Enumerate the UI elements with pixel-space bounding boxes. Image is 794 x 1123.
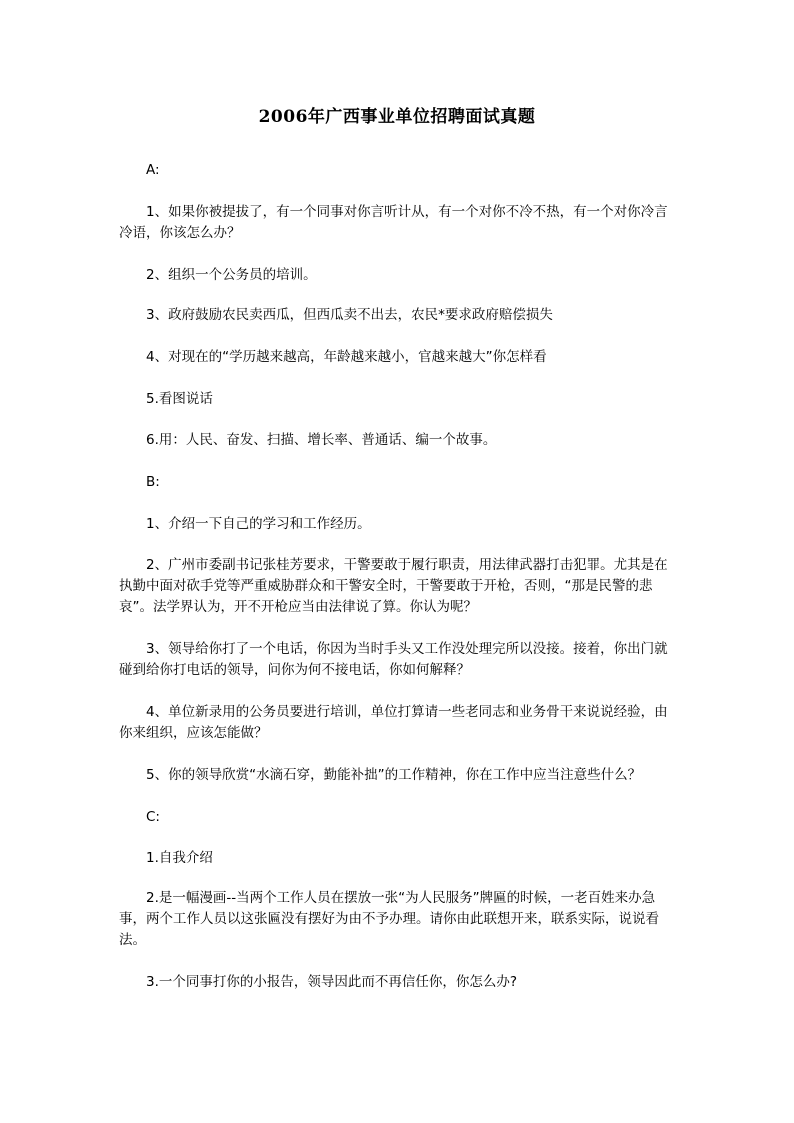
question-b1: 1、介绍一下自己的学习和工作经历。 <box>146 516 371 532</box>
section-label-a: A: <box>146 162 160 178</box>
question-c1: 1.自我介绍 <box>146 850 213 866</box>
question-b4: 4、单位新录用的公务员要进行培训，单位打算请一些老同志和业务骨干来说说经验，由你来组织，应该怎能做？ <box>119 704 668 741</box>
question-a5: 5.看图说话 <box>146 391 213 407</box>
question-a4: 4、对现在的“学历越来越高，年龄越来越小，官越来越大”你怎样看 <box>146 349 547 365</box>
question-b2: 2、广州市委副书记张桂芳要求，干警要敢于履行职责，用法律武器打击犯罪。尤其是在执勤中面对砍手党等严重威胁群众和干警安全时，干警要敢于开枪，否则，“那是民警的悲哀”。法学界认为，开不开枪应当由法律说了算。你认为呢？ <box>119 557 668 615</box>
question-a6: 6.用：人民、奋发、扫描、增长率、普通话、编一个故事。 <box>146 432 497 448</box>
section-label-b: B: <box>146 474 160 490</box>
document-title: 2006年广西事业单位招聘面试真题 <box>258 107 536 127</box>
question-c2: 2.是一幅漫画--当两个工作人员在摆放一张“为人民服务”牌匾的时候，一老百姓来办急事，两个工作人员以这张匾没有摆好为由不予办理。请你由此联想开来，联系实际，说说看法。 <box>119 890 659 948</box>
question-b5: 5、你的领导欣赏“水滴石穿，勤能补拙”的工作精神，你在工作中应当注意些什么？ <box>146 767 642 783</box>
question-c3: 3.一个同事打你的小报告，领导因此而不再信任你，你怎么办? <box>146 974 518 990</box>
question-a3: 3、政府鼓励农民卖西瓜，但西瓜卖不出去，农民*要求政府赔偿损失 <box>146 307 553 323</box>
question-b3: 3、领导给你打了一个电话，你因为当时手头又工作没处理完所以没接。接着，你出门就碰到给你打电话的领导，问你为何不接电话，你如何解释？ <box>119 641 668 678</box>
question-a1: 1、如果你被提拔了，有一个同事对你言听计从，有一个对你不冷不热，有一个对你冷言冷语，你该怎么办？ <box>119 204 668 241</box>
question-a2: 2、组织一个公务员的培训。 <box>146 267 317 283</box>
section-label-c: C: <box>146 809 160 825</box>
